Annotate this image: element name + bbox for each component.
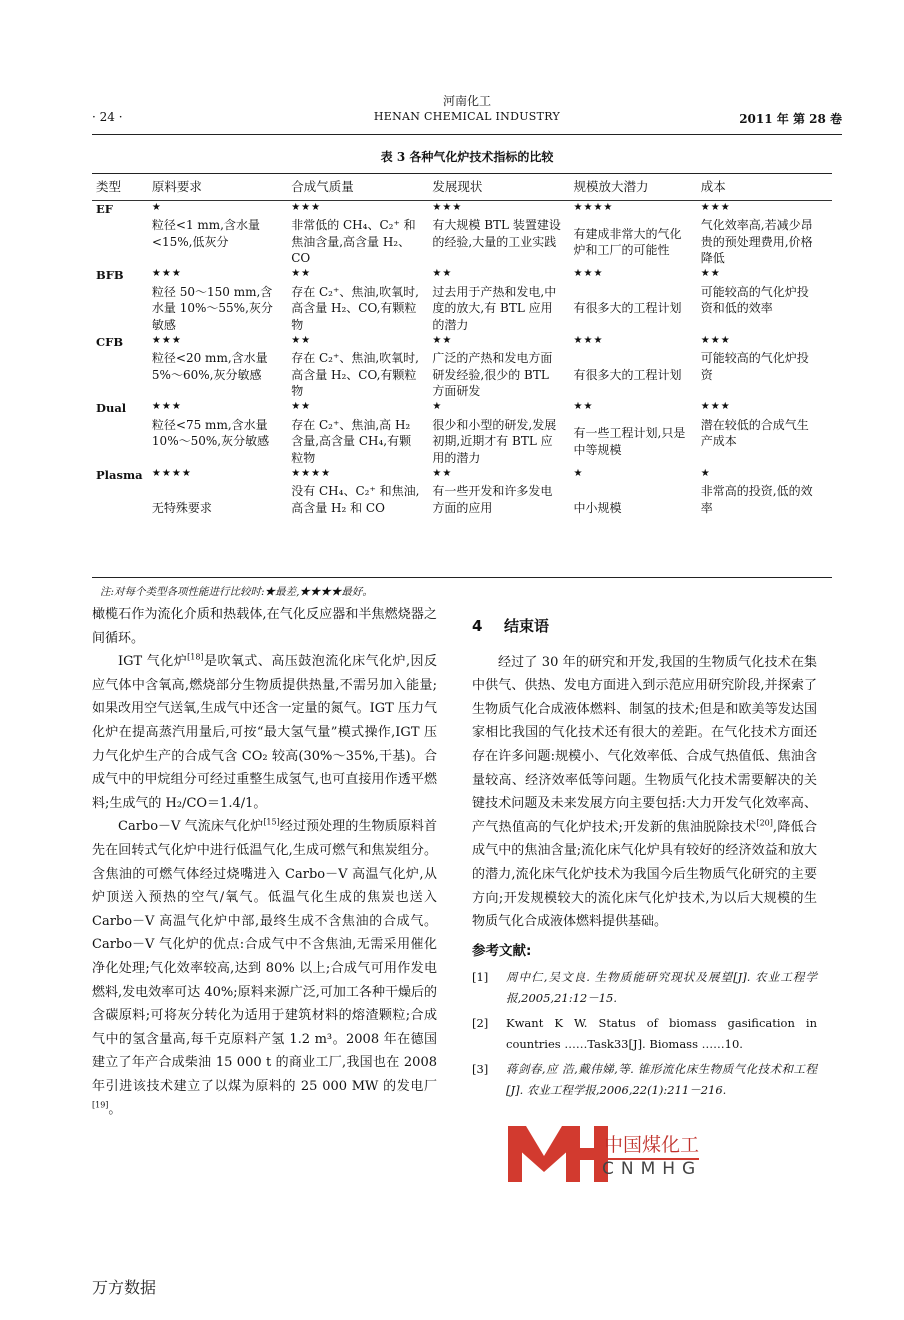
paragraph: 橄榄石作为流化介质和热载体,在气化反应器和半焦燃烧器之间循环。 (92, 607, 437, 646)
text-run: ,降低合成气中的焦油含量;流化床气化炉具有较好的经济效益和放大的潜力,流化床气化炉技术为我国今后生物质气化研究的主要方向;开发规模较大的流化床气化炉技术,为以后大规模的生物质气化合成液体燃料提供基础。 (472, 819, 817, 930)
cell-text: 有很多大的工程计划 (573, 367, 682, 382)
star-rating: ★★ (432, 334, 453, 346)
text-run: 经过了 30 年的研究和开发,我国的生物质气化技术在集中供气、供热、发电方面进入到示范应用研究阶段,并探索了生物质气化合成液体燃料、制氢的技术;但是和欧美等发达国家相比我国的气化技术还有很大的差距。在气化技术方面还存在许多问题:规模小、气化效率低、合成气热值低、焦油含量较高、经济效率低等问题。生物质气化技术需要解决的关键技术问题及未来发展方向主要包括:大力开发气化效率高、产气热值高的气化炉技术;开发新的焦油脱除技术 (472, 654, 817, 835)
table-bottom-rule (92, 577, 832, 578)
reference-number: [3] (472, 1062, 489, 1077)
citation: [19] (92, 1101, 109, 1111)
table-row-rating (92, 400, 832, 417)
table-cell (432, 350, 573, 400)
table-cell (152, 284, 291, 334)
column-header: 成本 (701, 175, 832, 200)
table-cell (291, 350, 432, 400)
table-header-row (92, 175, 832, 200)
table-cell (574, 417, 701, 467)
table-cell (574, 483, 701, 533)
column-header: 原料要求 (152, 175, 291, 200)
footer-brand: 万方数据 (92, 1278, 157, 1297)
reference-text: 蒋剑春,应 浩,戴伟娣,等. 锥形流化床生物质气化技术和工程[J]. 农业工程学报,2006,22(1):211－216. (506, 1062, 817, 1098)
reference-text: Kwant K W. Status of biomass gasification in countries ……Task33[J]. Biomass ……10. (506, 1016, 817, 1052)
table-cell (574, 217, 701, 267)
empty-cell (92, 483, 152, 533)
cell-text: 可能较高的气化炉投资和低的效率 (700, 284, 809, 315)
star-rating: ★★ (432, 268, 453, 279)
star-rating: ★★★ (700, 334, 731, 346)
reference-number: [1] (472, 970, 489, 985)
references-heading: 参考文献: (472, 942, 532, 959)
table-cell (152, 350, 291, 400)
column-header: 类型 (92, 175, 152, 200)
reference-number: [2] (472, 1016, 489, 1031)
table-note: 注:对每个类型各项性能进行比较时:★最差,★★★★最好。 (100, 586, 373, 598)
table-cell (432, 217, 573, 267)
watermark-text-en: CNMHG (602, 1159, 703, 1179)
table-cell (701, 284, 832, 334)
star-rating: ★★★★ (291, 467, 332, 479)
table-cell (432, 417, 573, 467)
cell-text: 存在 C₂⁺、焦油,吹氧时,高含量 H₂、CO,有颗粒物 (291, 351, 419, 398)
table-cell (701, 417, 832, 467)
star-rating: ★★★ (151, 334, 182, 346)
paragraph-carbo-v (92, 815, 437, 1122)
cell-text: 广泛的产热和发电方面研发经验,很少的 BTL 方面研发 (432, 351, 553, 398)
cell-text: 很少和小型的研发,发展初期,近期才有 BTL 应用的潜力 (432, 417, 557, 465)
gasifier-type: BFB (96, 268, 124, 282)
empty-cell (92, 350, 152, 400)
star-rating: ★★★ (151, 401, 182, 412)
cell-text: 有很多大的工程计划 (573, 301, 682, 316)
table-title: 表 3 各种气化炉技术指标的比较 (380, 150, 554, 164)
section-heading (472, 615, 817, 639)
cell-text: 有一些开发和许多发电方面的应用 (432, 484, 553, 515)
table-cell (152, 483, 291, 533)
table-cell (152, 217, 291, 267)
star-rating: ★★ (700, 268, 721, 279)
left-column (92, 603, 437, 1122)
gasifier-type: EF (96, 201, 113, 216)
paragraph-igt (92, 650, 437, 815)
table-cell (701, 217, 832, 267)
table-cell (574, 284, 701, 334)
table-cell (701, 483, 832, 533)
star-rating: ★★ (291, 334, 312, 346)
cell-text: 粒径<20 mm,含水量 5%～60%,灰分敏感 (151, 351, 268, 382)
gasifier-comparison-table (92, 175, 832, 533)
cell-text: 粒径 50～150 mm,含水量 10%～55%,灰分敏感 (151, 284, 273, 332)
star-rating: ★★★ (700, 401, 731, 412)
column-header: 规模放大潜力 (574, 175, 701, 200)
cell-text: 粒径<1 mm,含水量<15%,低灰分 (151, 218, 260, 249)
table-cell (291, 284, 432, 334)
table-row-description (92, 483, 832, 533)
star-rating: ★★ (291, 268, 312, 279)
star-rating: ★★★ (151, 268, 182, 279)
star-rating: ★★★★ (151, 467, 192, 479)
star-rating: ★★ (432, 467, 453, 479)
citation: [18] (187, 652, 204, 662)
right-column (472, 615, 817, 1101)
cell-text: 气化效率高,若减少昂贵的预处理费用,价格降低 (700, 218, 813, 265)
empty-cell (92, 217, 152, 267)
star-rating: ★★★ (573, 268, 604, 279)
star-rating: ★ (700, 467, 711, 479)
cell-text: 有大规模 BTL 装置建设的经验,大量的工业实践 (432, 218, 561, 249)
page-number: · 24 · (92, 110, 123, 124)
reference-item (472, 1059, 817, 1101)
table-cell (432, 483, 573, 533)
star-rating: ★ (151, 201, 162, 213)
cell-text: 存在 C₂⁺、焦油,高 H₂ 含量,高含量 CH₄,有颗粒物 (291, 417, 412, 465)
cell-text: 中小规模 (573, 500, 622, 515)
text-run: 。 (108, 1102, 122, 1118)
column-header: 发展现状 (432, 175, 573, 200)
reference-text: 周中仁,吴文良. 生物质能研究现状及展望[J]. 农业工程学报,2005,21:12－15. (506, 970, 817, 1006)
section-number: 4 (472, 617, 483, 635)
header-divider (92, 134, 842, 135)
star-rating: ★★★ (291, 201, 322, 213)
reference-item (472, 1013, 817, 1055)
cell-text: 存在 C₂⁺、焦油,吹氧时,高含量 H₂、CO,有颗粒物 (291, 284, 419, 332)
reference-list (472, 967, 817, 1101)
column-header: 合成气质量 (291, 175, 432, 200)
star-rating: ★ (573, 467, 584, 479)
table-top-rule (92, 173, 832, 174)
table-cell (574, 350, 701, 400)
star-rating: ★★★ (700, 201, 731, 213)
cell-text: 无特殊要求 (151, 500, 212, 515)
issue-info: 2011 年 第 28 卷 (739, 112, 842, 126)
star-rating: ★★★★ (573, 201, 614, 213)
table-cell (291, 217, 432, 267)
cell-text: 非常低的 CH₄、C₂⁺ 和焦油含量,高含量 H₂、CO (291, 218, 416, 265)
cell-text: 粒径<75 mm,含水量 10%～50%,灰分敏感 (151, 417, 270, 448)
text-run: IGT 气化炉 (118, 654, 188, 670)
table-row-description (92, 350, 832, 400)
star-rating: ★★ (573, 401, 594, 412)
cell-text: 潜在较低的合成气生产成本 (700, 417, 809, 448)
citation: [15] (263, 818, 280, 828)
table-cell (432, 284, 573, 334)
table-row-rating (92, 267, 832, 284)
table-cell (291, 417, 432, 467)
table-row-rating (92, 200, 832, 217)
table-row-description (92, 417, 832, 467)
cell-text: 非常高的投资,低的效率 (700, 484, 813, 515)
cell-text: 可能较高的气化炉投资 (700, 351, 809, 382)
table-cell (152, 417, 291, 467)
section-title: 结束语 (504, 617, 550, 635)
journal-title-cn: 河南化工 (442, 94, 491, 108)
page-header (92, 88, 842, 128)
table-row-rating (92, 334, 832, 351)
reference-item (472, 967, 817, 1009)
table-row-description (92, 217, 832, 267)
citation: [20] (756, 818, 773, 828)
star-rating: ★★ (291, 401, 312, 412)
star-rating: ★★★ (432, 201, 463, 213)
cell-text: 有一些工程计划,只是中等规模 (573, 426, 686, 457)
text-run: 是吹氧式、高压鼓泡流化床气化炉,因反应气体中含氧高,燃烧部分生物质提供热量,不需另加入能量;如果改用空气送氧,生成气中还含一定量的氮气。IGT 压力气化炉在提高蒸汽用量后,可按“最大氢气量”模式操作,IGT 压力气化炉生产的合成气含 CO₂ 较高(30%～35%,干基)。合成气中的甲烷组分可经过重整生成氢气,也可直接用作透平燃料;生成气的 H₂/CO＝1.4/1。 (92, 654, 437, 811)
table-cell (291, 483, 432, 533)
empty-cell (92, 417, 152, 467)
star-rating: ★ (432, 401, 443, 412)
journal-title-en: HENAN CHEMICAL INDUSTRY (373, 110, 561, 123)
gasifier-type: Dual (96, 401, 127, 415)
text-run: Carbo－V 气流床气化炉 (118, 819, 264, 835)
cell-text: 没有 CH₄、C₂⁺ 和焦油,高含量 H₂ 和 CO (291, 484, 420, 515)
cell-text: 过去用于产热和发电,中度的放大,有 BTL 应用的潜力 (432, 284, 557, 332)
gasifier-type: Plasma (96, 467, 143, 482)
empty-cell (92, 284, 152, 334)
text-run: 经过预处理的生物质原料首先在回转式气化炉中进行低温气化,生成可燃气和焦炭组分。含焦油的可燃气体经过烧嘴进入 Carbo－V 高温气化炉,从炉顶送入预热的空气/氧气。低温气化生成的焦炭也送入 Carbo－V 高温气化炉中部,最终生成不含焦油的合成气。Carbo－V 气化炉的优点:合成气中不含焦油,无需采用催化净化处理;气化效率较高,达到 80% 以上;合成气可用作发电燃料,发电效率可达 40%;原料来源广泛,可加工各种干燥后的含碳原料;可将灰分转化为适用于建筑材料的熔渣颗粒;合成气中的氢含量高,每千克原料产氢 1.2 m³。2008 年在德国建立了年产合成柴油 15 000 t 的商业工厂,我国也在 2008 年引进该技术建立了以煤为原料的 25 000 MW 的发电厂 (92, 819, 437, 1094)
table-cell (701, 350, 832, 400)
cell-text: 有建成非常大的气化炉和工厂的可能性 (573, 226, 682, 257)
star-rating: ★★★ (573, 334, 604, 346)
table-row-description (92, 284, 832, 334)
watermark-text-cn: 中国煤化工 (604, 1130, 699, 1160)
gasifier-type: CFB (96, 334, 124, 349)
paragraph-conclusion (472, 651, 817, 934)
table-row-rating (92, 467, 832, 484)
